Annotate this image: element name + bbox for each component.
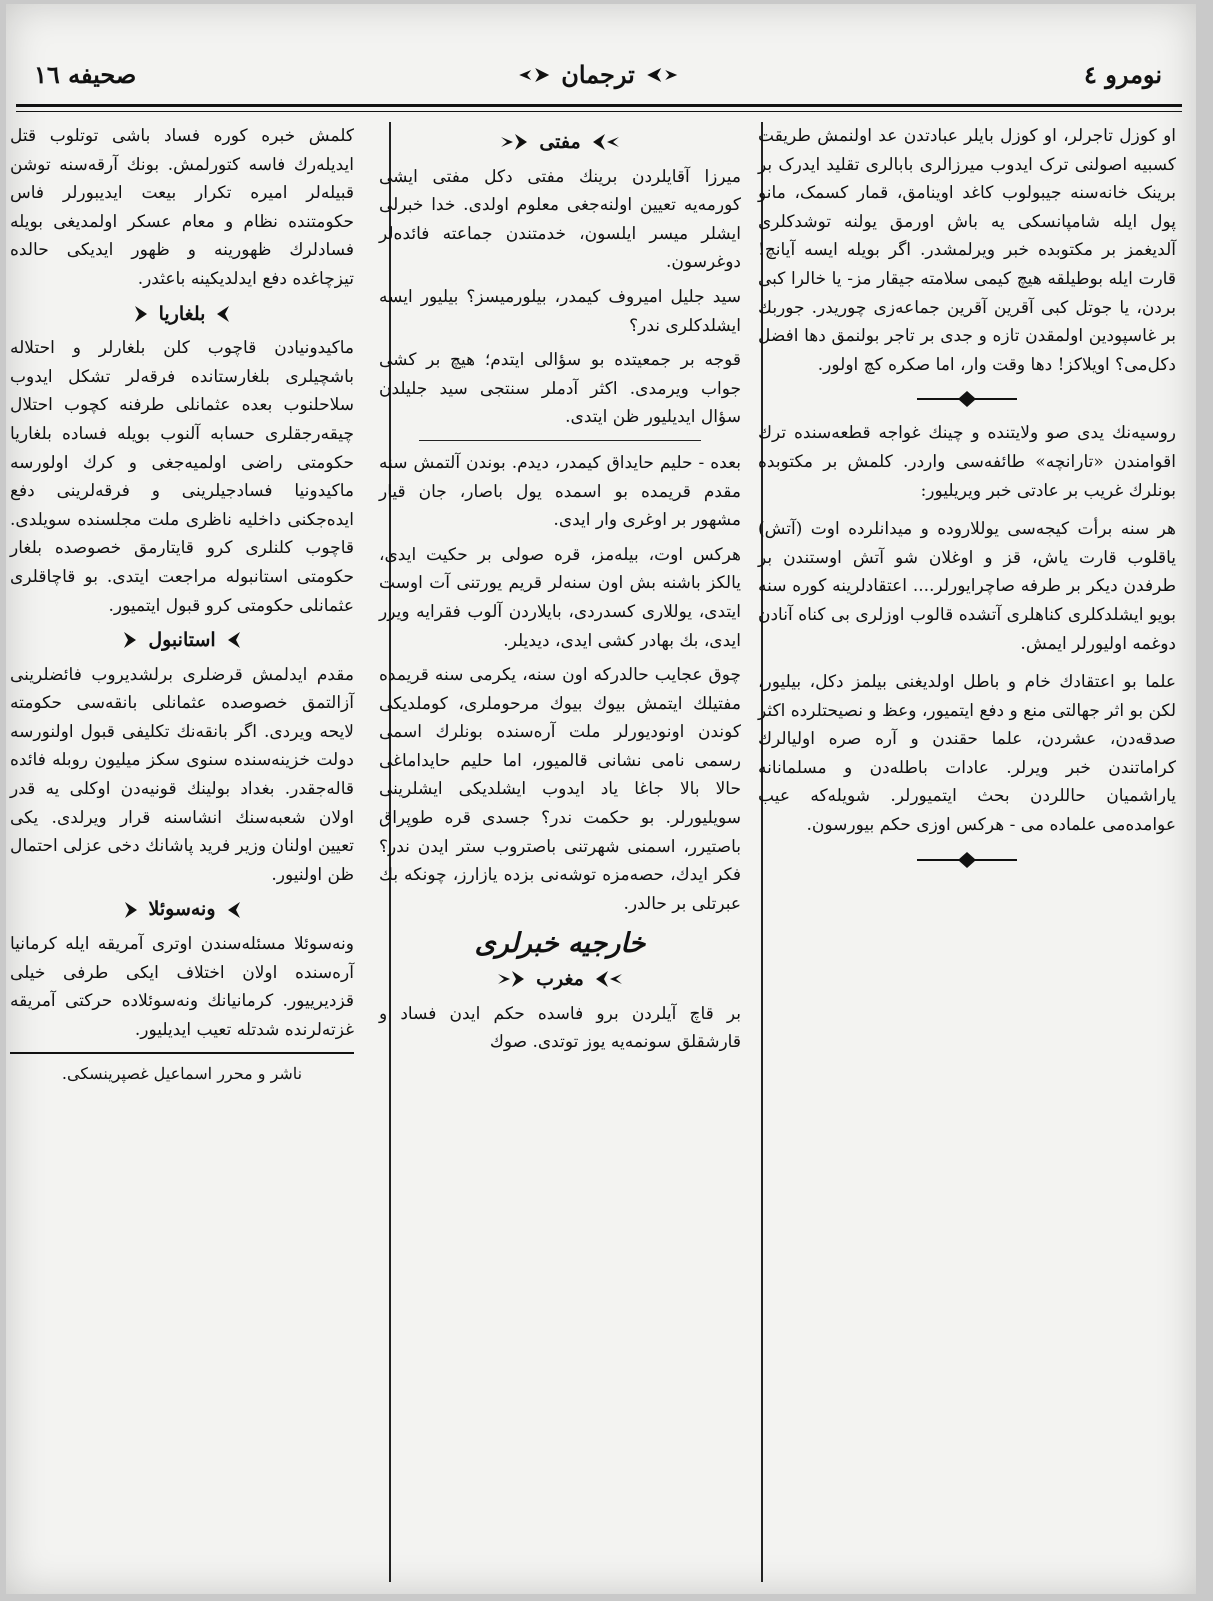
article-paragraph: مقدم ایدلمش قرضلری برلشدیروب فائضلرینی آزالتمق خصوصده عثمانلی بانقه‌سی حکومته لایحه ویردی. اگر بانقه‌نك تکلیفی قبول اولنورسه دولت خزینه‌سنده سنوی سکز میلیون روبله فائده قاله‌جقدر. بغداد بولینك قونیه‌دن اوکلی یه قدر اولان شعبه‌سنك انشاسنه قرار ویرلدی. یکی تعیین اولنان وزیر فرید پاشانك دخی عزلی احتمال ظن اولنیور. [10, 664, 354, 885]
newspaper-title: ترجمان [561, 60, 635, 89]
section-heading [10, 300, 354, 329]
article-paragraph: بر قاچ آیلردن برو فاسده حکم ایدن فساد و قارشقلق سونمه‌یه یوز توتدی. صوك [379, 1003, 741, 1053]
newspaper-page [6, 4, 1196, 1594]
header-rule-thin [16, 111, 1182, 112]
ornament-icon [226, 630, 256, 650]
publisher-credit: ناشر و محرر اسماعیل غصپرینسکی. [61, 1064, 303, 1084]
ornament-icon [496, 969, 526, 989]
ornament-icon [591, 132, 621, 152]
section-heading [10, 895, 354, 924]
header-rule [16, 104, 1182, 107]
foreign-news-title: خارجیه خبرلری [474, 928, 646, 960]
ornament-icon [119, 304, 149, 324]
section-heading [379, 965, 741, 994]
heading-mufti: مفتی [539, 131, 581, 153]
heading-istanbul: استانبول [148, 629, 216, 652]
ornament-icon [517, 65, 551, 85]
article-paragraph: میرزا آقایلردن برینك مفتی دکل مفتی ایشی کورمه‌یه تعیین اولنه‌جغی معلوم اولدی. خدا خبرلی ایشلر میسر ایلسون، خدمتندن جماعته فائده‌لر دوغرسون. [379, 166, 741, 273]
article-paragraph: ماکیدونیادن قاچوب کلن بلغارلر و احتلاله باشچیلری بلغارستانده فرقه‌لر تشکل ایدوب سلاحلنوب بعده عثمانلی طرفنه کچوب احتلال چیقه‌رجقلری حسابه آلنوب بویله فساده بلغاریا حکومتی راضی اولمیه‌جغی و کرك اولورسه ماکیدونیا فسادجیلرینی و فرقه‌لرینی دفع ایده‌جکنی داخلیه ناظری ملت مجلسنده سویلدی. قاچوب کلنلری کرو قایتارمق خصوصده بلغار حکومتی استانبوله مراجعت ایتدی. بو قاچاقلری عثمانلی حکومتی کرو قبول ایتمیور. [10, 338, 354, 616]
heading-maghreb: مغرب [536, 968, 584, 991]
ornament-icon [645, 65, 679, 85]
paragraph-divider [419, 440, 701, 441]
footer-rule [10, 1052, 354, 1054]
heading-bulgaria: بلغاریا [158, 302, 206, 325]
middle-column [379, 122, 741, 1582]
article-paragraph: سید جلیل امیروف کیمدر، بیلورمیسز؟ بیلیور ایسه ایشلدکلری ندر؟ [379, 286, 741, 336]
ornament-icon [594, 969, 624, 989]
article-paragraph: روسیه‌نك یدی صو ولایتنده و چینك غواجه قطعه‌سنده ترك اقوامندن «تارانچه» طائفه‌سی واردر. کلمش بر مکتوبده بونلرك غریب بر عادتی خبر ویریلیور: [758, 423, 1176, 501]
article-paragraph: هر سنه برأت کیجه‌سی یوللاروده و میدانلرده اوت (آتش) یاقلوب قارت یاش، قز و اوغلان شو آتش اوستندن بر طرفدن دیکر بر طرفه صاچرایورلر.... اعتقادلرینه کوره سنه بویو ایشلدکلری کناهلری آتشده قالوب اوزلری بی کناه آنادن دوغمه اولیورلر ایمش. [758, 519, 1176, 654]
diamond-ornament-icon [912, 850, 1022, 870]
ornament-icon [226, 900, 256, 920]
ornament-icon [109, 900, 139, 920]
ornament-icon [499, 132, 529, 152]
article-paragraph: چوق عجایب حالدرکه اون سنه، یکرمی سنه قریمده مفتیلك ایتمش بیوك بیوك مرحوملری، کوملدیکی کوندن اونودیورلر ملت آره‌سنده بونلرك اسمی رسمی نامی نشانی قالمیور، اما حلیم حایداماغی حالا بالا جاغا یاد ایدوب ایشلدیکی ایشلرینی سویلیورلر. بو حکمت ندر؟ جسدی قره طوپراق باصتیرر، اسمنی شهرتنی باصتروب ستر ایدن ندر؟ فکر ایدك، حصه‌مزه توشه‌نی بزده یازارز، چونکه بك عبرتلی بر حالدر. [379, 665, 741, 914]
ornament-icon [215, 304, 245, 324]
issue-number: نومرو ٤ [1083, 60, 1162, 89]
article-paragraph: او کوزل تاجرلر، او کوزل بایلر عبادتدن عد اولنمش طریقت کسبیه اصولنی ترک ایدوب میرزالری بابالری تقلید ایدرک بر برینک خانه‌سنه جیبولوب کاغد اوینامق، قمار کسمک، مانو پول ایله شامپانسکی یه باش اورمق یولنه توشدکلری آلدیغمز بر مکتوبده خبر ویرلمشدر. اگر بویله ایسه آیانچ! قارت ایله بوطیلقه هیچ کیمی سلامته جیقار مز- یا خالرا کبی بردن، یا جوتل کبی آقرین آقرین جماعه‌زی چوریدر. جوربك بر غاسپودین اولمقدن تازه و جدی بر تاجر بولنمق دها افضل دکل‌می؟ اویلاکز! دها وقت وار، اما صکره کچ اولور. [758, 126, 1176, 375]
separator [758, 389, 1176, 409]
article-paragraph: هرکس اوت، بیلەمز، قره صولی بر حکیت ایدی، یالکز باشنه بش اون سنه‌لر قریم یورتنی آت اوست ایتدی، یوللاری کسدردی، بایلاردن آلوب فقرایه ویرر ایدی، بك بهادر کشی ایدی، دیدیلر. [379, 544, 741, 651]
diamond-ornament-icon [912, 389, 1022, 409]
article-paragraph: قوجه بر جمعیتده بو سؤالی ایتدم؛ هیچ بر کشی جواب ویرمدی. اکثر آدملر سنتجی سید جلیلدن سؤال ایدیلیور ظن ایتدی. [379, 350, 741, 428]
separator [758, 850, 1176, 870]
right-column [758, 122, 1176, 1582]
article-paragraph: ونه‌سوئلا مسئله‌سندن اوتری آمریقه ایله کرمانیا آره‌سنده اولان اختلاف ایکی طرفی خیلی قزدیرییور. کرمانیانك ونه‌سوئلاده حرکتی آمریقه غزته‌لرنده شدتله تعیب ایدیلیور. [10, 934, 354, 1040]
left-column [10, 122, 354, 1582]
ornament-icon [108, 630, 138, 650]
section-heading [10, 626, 354, 655]
article-paragraph: بعده - حلیم حایداق کیمدر، دیدم. بوندن آلتمش سنه مقدم قریمده بو اسمده یول باصار، جان قیار مشهور بر اوغری وار ایدی. [379, 452, 741, 531]
article-paragraph: علما بو اعتقادك خام و باطل اولدیغنی بیلمز دکل، بیلیور، لکن بو اثر جهالتی منع و دفع ایتمیور، وعظ و نصیحتلرده اکثر صدقه‌دن، عشردن، علما حقندن و آره صره اولیالرك کراماتندن خبر ویرلر. عادات باطله‌دن و مسلمانانه یاراشمیان حاللردن بحث ایتمیورلر. شویله‌که عیب عوامده‌می علماده می - هرکس اوزی حکم بیورسون. [758, 672, 1176, 836]
masthead [20, 54, 1176, 102]
heading-venezuela: ونه‌سوئلا [148, 898, 216, 921]
section-heading [379, 128, 741, 157]
article-paragraph: کلمش خبره کوره فساد باشی توتلوب قتل ایدیله‌رك فاسه کتورلمش. بونك آرقەسنه توشن قبیله‌لر امیره تکرار بیعت ایدیبورلر فاس حکومتنده نظام و معام عسکر اولمدیغی بویله فسادلرك ظهورینه و ظهور ایدیکی حالده تیزچاغده دفع ایدلدیکینه باعثدر. [10, 126, 354, 289]
page-number: صحیفه ١٦ [34, 60, 137, 89]
newspaper-title-block [517, 60, 679, 89]
